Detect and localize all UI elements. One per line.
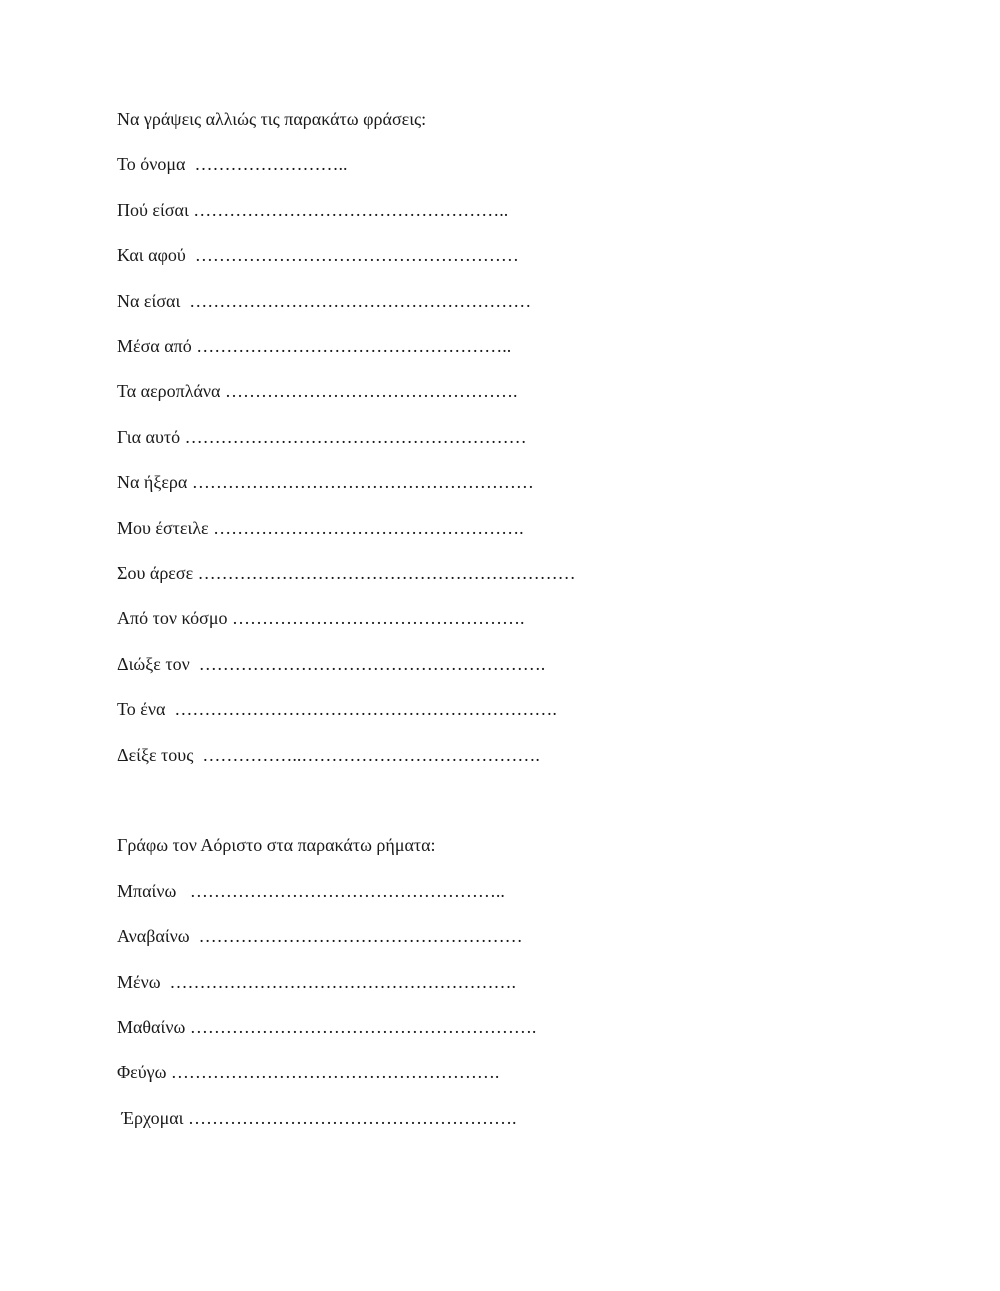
phrase-line: Μου έστειλε ……………………………………………. [117, 518, 524, 538]
phrase-line: Και αφού ……………………………………………… [117, 245, 519, 265]
verb-line: Μένω …………………………………………………. [117, 972, 517, 992]
section2-instruction: Γράφω τον Αόριστο στα παρακάτω ρήματα: [117, 835, 436, 855]
phrase-line: Δείξε τους ……………..…………………………………. [117, 745, 540, 765]
phrase-line: Σου άρεσε ……………………………………………………… [117, 563, 576, 583]
phrase-line: Διώξε τον …………………………………………………. [117, 654, 546, 674]
verb-line: Έρχομαι ………………………………………………. [117, 1108, 517, 1128]
verb-line: Φεύγω ………………………………………………. [117, 1062, 500, 1082]
phrase-line: Από τον κόσμο …………………………………………. [117, 608, 525, 628]
phrase-line: Το ένα ………………………………………………………. [117, 699, 557, 719]
phrase-line: Για αυτό ………………………………………………… [117, 427, 527, 447]
section1-instruction: Να γράψεις αλλιώς τις παρακάτω φράσεις: [117, 109, 427, 129]
verb-line: Μπαίνω …………………………………………….. [117, 881, 505, 901]
phrase-line: Το όνομα …………………….. [117, 154, 348, 174]
verb-line: Αναβαίνω ……………………………………………… [117, 926, 523, 946]
phrase-line: Πού είσαι …………………………………………….. [117, 200, 509, 220]
phrase-line: Τα αεροπλάνα …………………………………………. [117, 381, 518, 401]
phrase-line: Να είσαι ………………………………………………… [117, 291, 532, 311]
phrase-line: Μέσα από …………………………………………….. [117, 336, 512, 356]
verb-line: Μαθαίνω …………………………………………………. [117, 1017, 537, 1037]
phrase-line: Να ήξερα ………………………………………………… [117, 472, 534, 492]
